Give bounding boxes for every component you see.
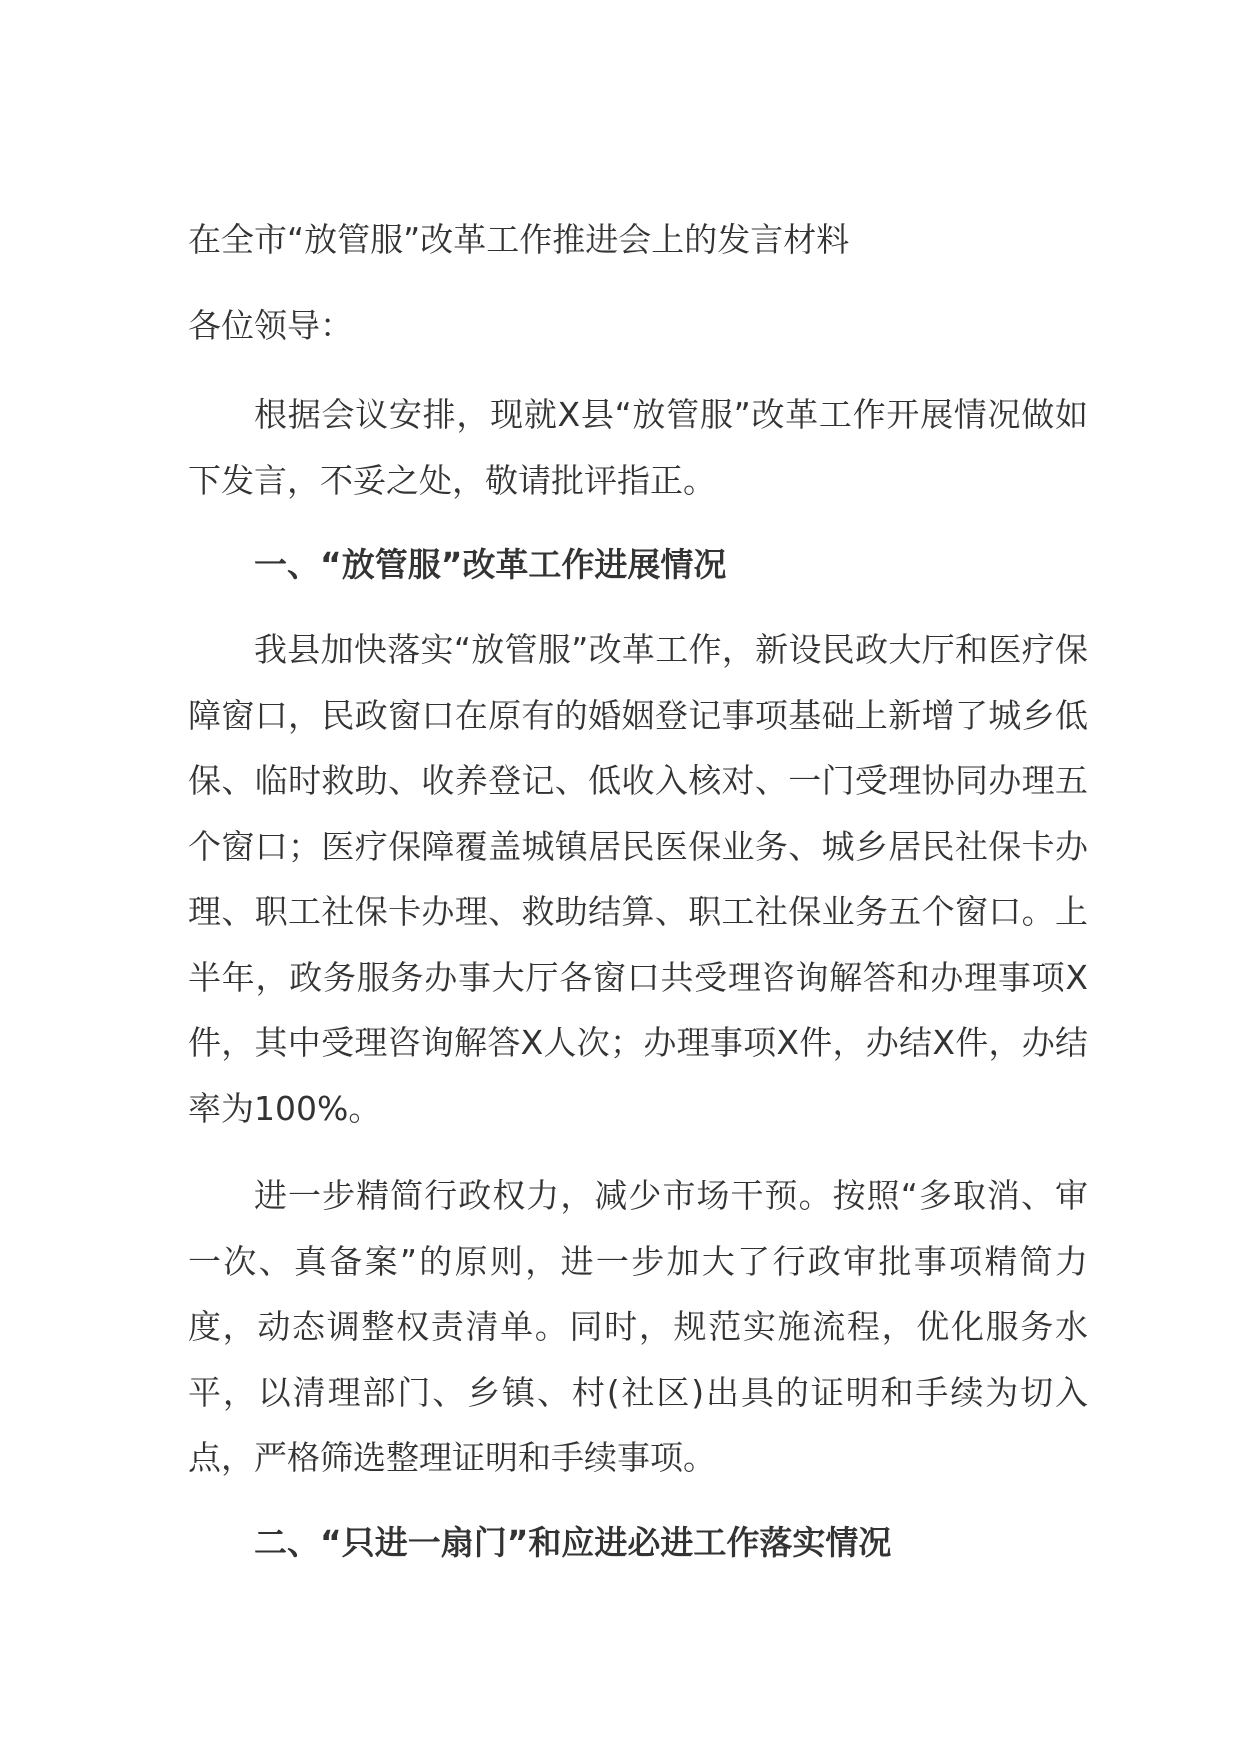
intro-paragraph: 根据会议安排，现就X县“放管服”改革工作开展情况做如下发言，不妥之处，敬请批评指正。 [188,395,1088,500]
document-title: 在全市“放管服”改革工作推进会上的发言材料 [188,220,850,259]
document-body [188,210,1088,1595]
section1-paragraph-2: 进一步精简行政权力，减少市场干预。按照“多取消、审一次、真备案”的原则，进一步加大了行政审批事项精简力度，动态调整权责清单。同时，规范实施流程，优化服务水平，以清理部门、乡镇、村(社区)出具的证明和手续为切入点，严格筛选整理证明和手续事项。 [188,1176,1088,1477]
salutation: 各位领导： [188,306,353,345]
section1-paragraph-1: 我县加快落实“放管服”改革工作，新设民政大厅和医疗保障窗口，民政窗口在原有的婚姻登记事项基础上新增了城乡低保、临时救助、收养登记、低收入核对、一门受理协同办理五个窗口；医疗保障覆盖城镇居民医保业务、城乡居民社保卡办理、职工社保卡办理、救助结算、职工社保业务五个窗口。上半年，政务服务办事大厅各窗口共受理咨询解答和办理事项X件，其中受理咨询解答X人次；办理事项X件，办结X件，办结率为100%。 [188,630,1088,1128]
section-heading-1: 一、“放管服”改革工作进展情况 [254,545,727,584]
section-heading-2: 二、“只进一扇门”和应进必进工作落实情况 [254,1522,892,1562]
